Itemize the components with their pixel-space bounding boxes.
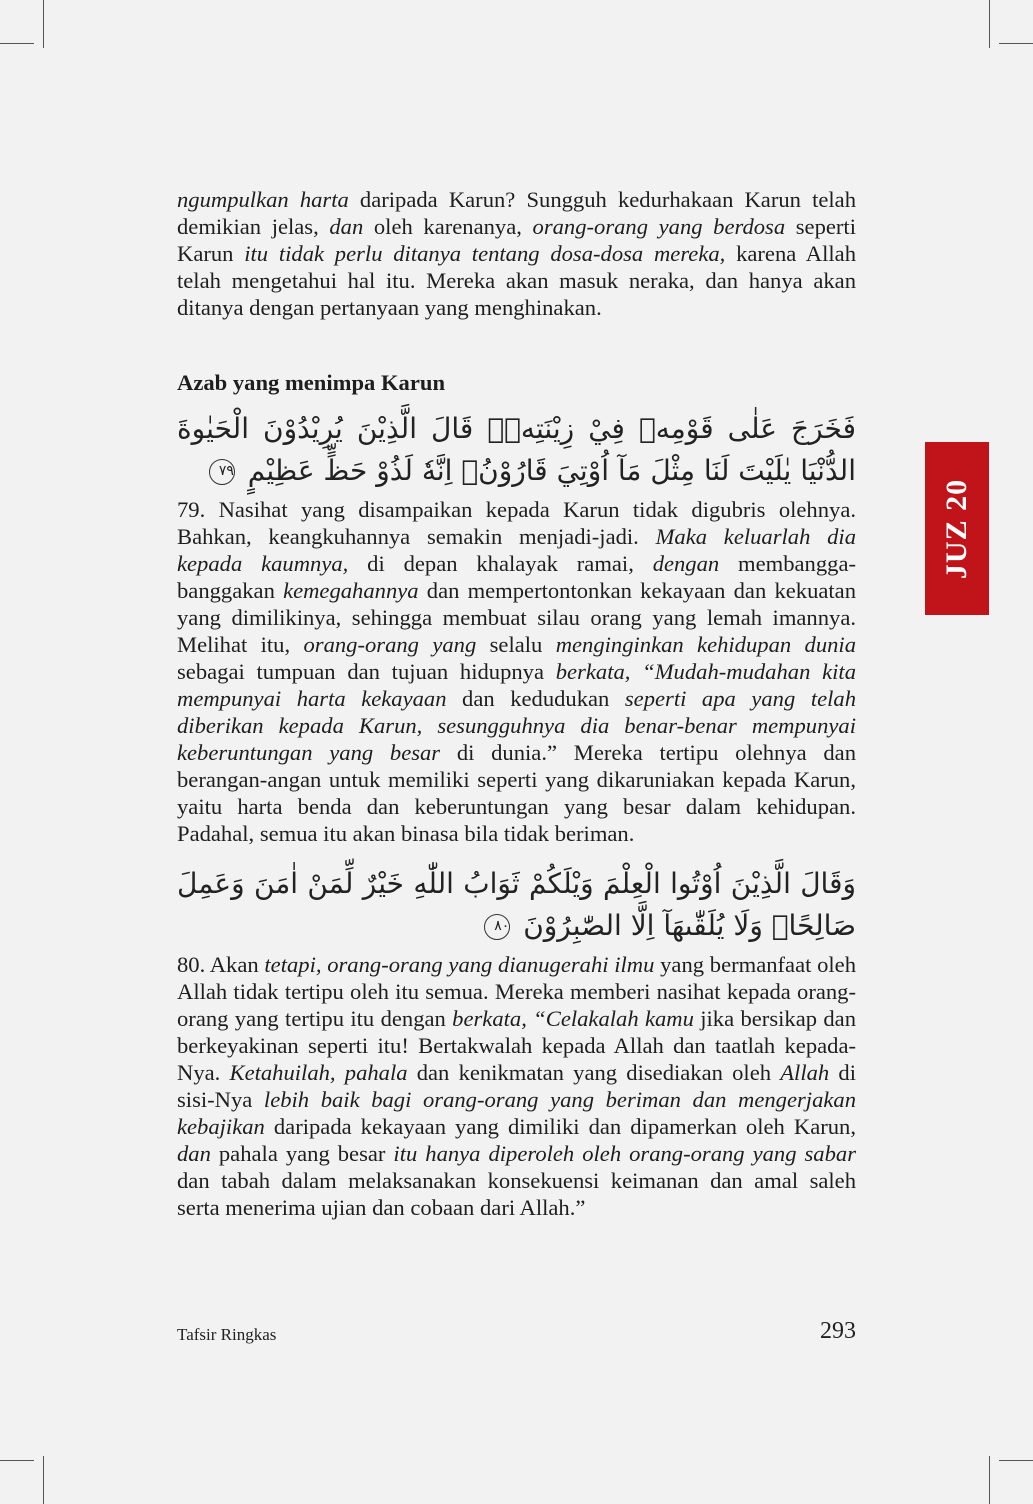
crop-mark xyxy=(999,1460,1033,1461)
ayah-number-80-marker: ٨٠ xyxy=(484,914,510,940)
ayah-number-79-marker: ٧٩ xyxy=(209,459,235,485)
arabic-verse-80 xyxy=(177,863,856,947)
section-heading: Azab yang menimpa Karun xyxy=(177,370,446,395)
commentary-79: 79. Nasihat yang disampaikan kepada Karun tidak digubris olehnya. Bahkan, keangkuhannya semakin menjadi-jadi. Maka keluarlah dia kepada kaumnya, di depan khalayak ramai, dengan membangga-banggakan kemegahannya dan mempertontonkan kekayaan dan kekuatan yang dimilikinya, sehingga membuat silau orang yang lemah imannya. Melihat itu, orang-orang yang selalu menginginkan kehidupan dunia sebagai tumpuan dan tujuan hidupnya berkata, “Mudah-mudahan kita mempunyai harta kekayaan dan kedudukan seperti apa yang telah diberikan kepada Karun, sesungguhnya dia benar-benar mempunyai keberuntungan yang besar di dunia.” Mereka tertipu olehnya dan berangan-angan untuk memiliki seperti yang dikaruniakan kepada Karun, yaitu harta benda dan keberuntungan yang besar dalam kehidupan. Padahal, semua itu akan binasa bila tidak beriman. xyxy=(177,497,857,846)
crop-mark xyxy=(999,43,1033,44)
arabic-verse-79 xyxy=(177,408,856,492)
crop-mark xyxy=(43,0,44,48)
crop-mark xyxy=(0,43,34,44)
arabic-verse-79-text: فَخَرَجَ عَلٰى قَوْمِهٖ فِيْ زِيْنَتِهٖۗ قَالَ الَّذِيْنَ يُرِيْدُوْنَ الْحَيٰوةَ الدُّنْيَا يٰلَيْتَ لَنَا مِثْلَ مَآ اُوْتِيَ قَارُوْنُۙ اِنَّهٗ لَذُوْ حَظٍّ عَظِيْمٍ xyxy=(177,412,856,487)
page-body xyxy=(177,186,856,1221)
crop-mark xyxy=(989,1456,990,1504)
arabic-verse-80-text: وَقَالَ الَّذِيْنَ اُوْتُوا الْعِلْمَ وَيْلَكُمْ ثَوَابُ اللّٰهِ خَيْرٌ لِّمَنْ اٰمَنَ وَعَمِلَ صَالِحًاۚ وَلَا يُلَقّٰىهَآ اِلَّا الصّٰبِرُوْنَ xyxy=(177,867,856,942)
page-number: 293 xyxy=(820,1318,856,1344)
commentary-80: 80. Akan tetapi, orang-orang yang dianugerahi ilmu yang bermanfaat oleh Allah tidak tertipu oleh itu semua. Mereka memberi nasihat kepada orang-orang yang tertipu itu dengan berkata, “Celakalah kamu jika bersikap dan berkeyakinan seperti itu! Bertakwalah kepada Allah dan taatlah kepada-Nya. Ketahuilah, pahala dan kenikmatan yang disediakan oleh Allah di sisi-Nya lebih baik bagi orang-orang yang beriman dan mengerjakan kebajikan daripada kekayaan yang dimiliki dan dipamerkan oleh Karun, dan pahala yang besar itu hanya diperoleh oleh orang-orang yang sabar dan tabah dalam melaksanakan konsekuensi keimanan dan amal saleh serta menerima ujian dan cobaan dari Allah.” xyxy=(177,952,856,1220)
intro-paragraph: ngumpulkan harta daripada Karun? Sungguh kedurhakaan Karun telah demikian jelas, dan oleh karenanya, orang-orang yang berdosa seperti Karun itu tidak perlu ditanya tentang dosa-dosa mereka, karena Allah telah mengetahui hal itu. Mereka akan masuk neraka, dan hanya akan ditanya dengan pertanyaan yang menghinakan. xyxy=(177,187,856,320)
crop-mark xyxy=(989,0,990,48)
juz-label: JUZ 20 xyxy=(940,478,973,579)
juz-tab xyxy=(925,442,989,615)
footer-book-title: Tafsir Ringkas xyxy=(177,1325,277,1344)
crop-mark xyxy=(43,1456,44,1504)
crop-mark xyxy=(0,1460,34,1461)
